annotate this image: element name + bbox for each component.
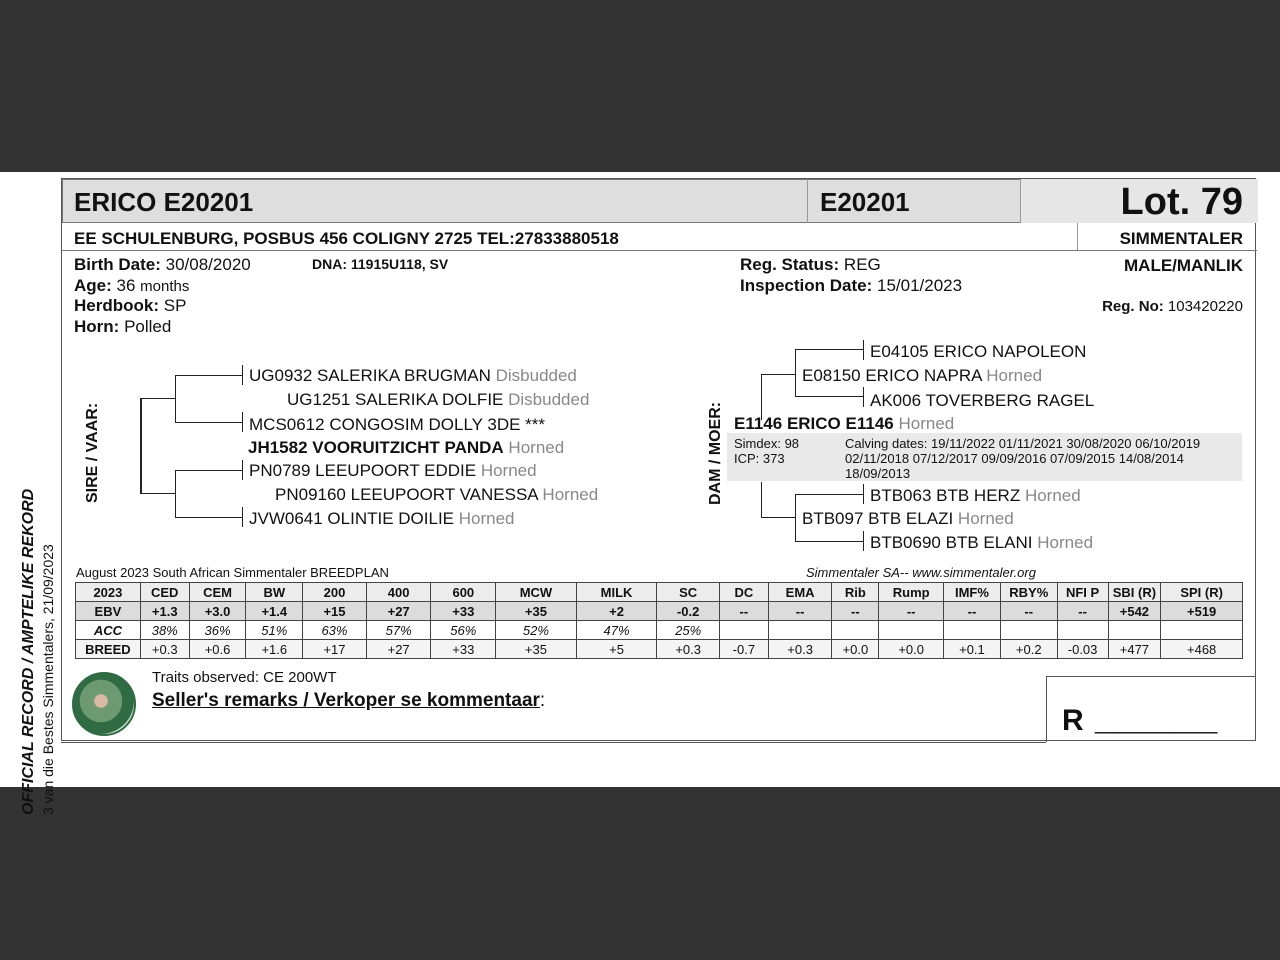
dam-sire-dam-tick: [863, 387, 864, 407]
breedplan-cell: [1057, 621, 1108, 640]
dam-sire-bracket-top: [795, 349, 863, 350]
sellers-remarks: Seller's remarks / Verkoper se kommentaar:: [152, 690, 546, 711]
breedplan-cell: +15: [303, 602, 367, 621]
breedplan-col-header: CED: [140, 583, 189, 602]
breedplan-cell: +542: [1108, 602, 1161, 621]
breedplan-col-header: 400: [366, 583, 431, 602]
sire-sire: UG1251 SALERIKA DOLFIE Disbudded: [287, 390, 590, 409]
record-sheet: OFFICIAL RECORD / AMPTELIKE REKORD 3 van die Bestes Simmentalers, 21/09/2023 ERICO E20201 E20201 Lot. 79 EE SCHULENBURG, POSBUS 456 COLIGNY 2725 TEL:27833880518 SIMMENTALER Birth Date: 30/08/2020 Age: 36 months Herdbook: SP Horn: Polled DNA: 11915U118, SV Reg. Status: REG Inspection Date: 15/01/2023 MALE/MANLIK Reg. No: 103420220 SIRE / VAAR: UG0932 SALERIKA BRUGMAN Disbudded UG1251 SALERIKA DOLFIE Disbudded MCS0612 CONGOSIM DOLLY 3DE *** JH1582 VOORUITZICHT PANDA Horned PN0789 LEEUPOORT EDDIE Horned PN09160 LEEUPOORT VANESSA Horned JVW0641 OLINTIE DOILIE Horned DAM / MOER: E04105 ERICO NAPOLEON E08150 ERICO NAPRA Horned AK006 TOVERBERG RAGEL E1146 ERICO E1146 Horned Simdex: 98 ICP: 373 Calving dates: 19/11/2022 01/11/2021 30/08/2020 06/10/2019 02/11/2018 07/12/2017 09/09/2016 07/09/2015 14/08/2014 18/09/2013 BTB063 BTB HERZ Horned BTB097 BTB ELAZI Horned BTB0690 BTB ELANI Horned August 2023 South African Simmentaler BREEDPLAN Simmentaler SA-- www.simmentaler.org 2023 CED CEM BW 200 400 600 MCW MILK SC DC EMA Rib Rump IMF% RBY% NFI P SBI (R) SPI (R) EBV +1.3 +3.0 +1.4 +15 +27 +33 +35 +2 -0.2 -- -- -- -- -- -- -- +542 +519 ACC 38% 36% 51% 63% 57% 56% 52% 47% 25% BREED +0.3 +0.6 +1.6 +17 +27 +33 +35 +5 +0.3 -0.7 +0.3 +0.0 +0.0 +0.1 +0.2 -0.03 +477 +468 Traits observed: CE 200WT Seller's remarks / Verkoper se kommentaar: R __________: [0, 172, 1280, 787]
breedplan-source: Simmentaler SA-- www.simmentaler.org: [806, 565, 1036, 580]
sex-label: MALE/MANLIK: [1124, 256, 1243, 275]
breedplan-col-header: Rump: [879, 583, 944, 602]
dam-sire-sire-tick: [863, 340, 864, 360]
breedplan-col-header: 200: [303, 583, 367, 602]
breed-divider: [1077, 223, 1078, 250]
breedplan-cell: --: [768, 602, 832, 621]
breedplan-row-breed: [76, 640, 1243, 659]
dam-dam-sire-tick: [863, 484, 864, 504]
dam-dam: BTB097 BTB ELAZI Horned: [802, 509, 1014, 528]
calving-dates-1: Calving dates: 19/11/2022 01/11/2021 30/08/2020 06/10/2019: [845, 436, 1201, 451]
dam-dam-bracket-bottom: [795, 541, 863, 542]
icp: ICP: 373: [734, 451, 785, 466]
breedplan-cell: 36%: [189, 621, 246, 640]
reg-status: Reg. Status: REG: [740, 255, 881, 274]
sire-sire-dam: MCS0612 CONGOSIM DOLLY 3DE ***: [249, 415, 546, 434]
breedplan-col-header: MILK: [576, 583, 657, 602]
dam-dam-dam: BTB0690 BTB ELANI Horned: [870, 533, 1094, 552]
breedplan-cell: [1108, 621, 1161, 640]
breedplan-col-header: 600: [431, 583, 496, 602]
breedplan-cell: +0.0: [832, 640, 879, 659]
breedplan-cell: +0.3: [657, 640, 720, 659]
sire-bracket: [140, 398, 142, 494]
breedplan-cell: BREED: [76, 640, 141, 659]
price-label: R: [1062, 704, 1084, 737]
age: Age: 36 months: [74, 276, 190, 295]
sire-dam: PN09160 LEEUPOORT VANESSA Horned: [275, 485, 599, 504]
breedplan-cell: [720, 621, 769, 640]
breedplan-col-header: RBY%: [1000, 583, 1057, 602]
reg-number: Reg. No: 103420220: [1102, 298, 1243, 315]
breedplan-row-acc: [76, 621, 1243, 640]
calving-dates-3: 18/09/2013: [845, 466, 911, 481]
breedplan-cell: +0.0: [879, 640, 944, 659]
breedplan-cell: [1000, 621, 1057, 640]
breedplan-col-header: EMA: [768, 583, 832, 602]
breedplan-col-header: IMF%: [944, 583, 1001, 602]
breedplan-cell: +519: [1161, 602, 1243, 621]
breedplan-cell: 25%: [657, 621, 720, 640]
breedplan-col-header: DC: [720, 583, 769, 602]
breedplan-cell: 38%: [140, 621, 189, 640]
breedplan-col-header: 2023: [76, 583, 141, 602]
breedplan-cell: +0.3: [140, 640, 189, 659]
breedplan-cell: +5: [576, 640, 657, 659]
breedplan-cell: +468: [1161, 640, 1243, 659]
sire-dam-bracket-top: [175, 470, 242, 471]
breedplan-cell: +0.2: [1000, 640, 1057, 659]
dam-sire-dam: AK006 TOVERBERG RAGEL: [870, 391, 1095, 410]
breedplan-cell: +1.4: [246, 602, 303, 621]
dam: E1146 ERICO E1146 Horned: [734, 414, 955, 433]
dam-top-bracket-top: [761, 374, 796, 375]
sire-sire-bracket: [175, 375, 176, 423]
dam-dam-bracket-top: [795, 494, 863, 495]
animal-id: E20201: [820, 187, 910, 217]
sire-sire-sire: UG0932 SALERIKA BRUGMAN Disbudded: [249, 366, 577, 385]
herdbook: Herdbook: SP: [74, 296, 187, 315]
breedplan-cell: +33: [431, 602, 496, 621]
breedplan-cell: +33: [431, 640, 496, 659]
breedplan-cell: +35: [496, 602, 577, 621]
breedplan-cell: 47%: [576, 621, 657, 640]
breedplan-cell: 52%: [496, 621, 577, 640]
sire-dam-bracket: [175, 470, 176, 518]
sire-sire-dam-tick: [242, 412, 243, 432]
breedplan-cell: +477: [1108, 640, 1161, 659]
animal-name: ERICO E20201: [74, 187, 254, 217]
dam-sire: E08150 ERICO NAPRA Horned: [802, 366, 1043, 385]
dam-dam-bracket: [795, 494, 796, 542]
dam-dam-dam-tick: [863, 531, 864, 551]
price-blank[interactable]: __________: [1095, 709, 1218, 734]
sire-bracket-bottom: [140, 493, 175, 494]
breedplan-cell: +2: [576, 602, 657, 621]
breedplan-cell: -0.2: [657, 602, 720, 621]
sire-sire-bracket-bottom: [175, 422, 242, 423]
society-logo: [72, 672, 136, 736]
breedplan-cell: 51%: [246, 621, 303, 640]
breedplan-cell: +27: [366, 602, 431, 621]
breedplan-cell: [768, 621, 832, 640]
breedplan-caption: August 2023 South African Simmentaler BREEDPLAN: [76, 565, 389, 580]
dam-sire-bracket: [795, 349, 796, 397]
inspection-date: Inspection Date: 15/01/2023: [740, 276, 963, 295]
breed-name: SIMMENTALER: [1119, 229, 1243, 248]
breedplan-cell: +35: [496, 640, 577, 659]
breedplan-table: [75, 582, 1243, 659]
breedplan-cell: +1.3: [140, 602, 189, 621]
breedplan-cell: --: [944, 602, 1001, 621]
sire-bracket-top: [140, 398, 175, 399]
breedplan-col-header: Rib: [832, 583, 879, 602]
birth-date: Birth Date: 30/08/2020: [74, 255, 251, 274]
traits-observed: Traits observed: CE 200WT: [152, 669, 337, 686]
sire-sire-sire-tick: [242, 365, 243, 385]
sire-dam-dam: JVW0641 OLINTIE DOILIE Horned: [249, 509, 515, 528]
price-box-left: [1046, 676, 1047, 742]
breedplan-cell: +0.3: [768, 640, 832, 659]
breedplan-cell: -0.7: [720, 640, 769, 659]
breedplan-cell: --: [832, 602, 879, 621]
breedplan-col-header: SPI (R): [1161, 583, 1243, 602]
breedplan-cell: 63%: [303, 621, 367, 640]
dam-sire-sire: E04105 ERICO NAPOLEON: [870, 342, 1087, 361]
breedplan-cell: --: [1000, 602, 1057, 621]
breedplan-cell: +0.6: [189, 640, 246, 659]
breedplan-cell: 56%: [431, 621, 496, 640]
breedplan-cell: 57%: [366, 621, 431, 640]
owner-details: EE SCHULENBURG, POSBUS 456 COLIGNY 2725 TEL:27833880518: [74, 229, 619, 248]
breedplan-cell: +0.1: [944, 640, 1001, 659]
breedplan-col-header: NFI P: [1057, 583, 1108, 602]
dam-bottom-bracket-bottom: [761, 517, 796, 518]
sire-dam-sire: PN0789 LEEUPOORT EDDIE Horned: [249, 461, 537, 480]
breedplan-cell: --: [879, 602, 944, 621]
breedplan-cell: -0.03: [1057, 640, 1108, 659]
breedplan-cell: --: [1057, 602, 1108, 621]
breedplan-header-row: [76, 583, 1243, 602]
breedplan-col-header: BW: [246, 583, 303, 602]
simdex: Simdex: 98: [734, 436, 800, 451]
dam-dam-sire: BTB063 BTB HERZ Horned: [870, 486, 1081, 505]
breedplan-cell: [944, 621, 1001, 640]
breedplan-cell: +27: [366, 640, 431, 659]
breedplan-col-header: MCW: [496, 583, 577, 602]
breedplan-cell: EBV: [76, 602, 141, 621]
horn-status: Horn: Polled: [74, 317, 172, 336]
lot-number: Lot. 79: [1120, 181, 1243, 223]
breedplan-col-header: CEM: [189, 583, 246, 602]
dam-bottom-bracket: [761, 482, 762, 518]
breedplan-row-ebv: [76, 602, 1243, 621]
breedplan-col-header: SC: [657, 583, 720, 602]
dam-sire-bracket-bottom: [795, 396, 863, 397]
breedplan-cell: [879, 621, 944, 640]
dna-info: DNA: 11915U118, SV: [312, 256, 449, 272]
sire-dam-sire-tick: [242, 460, 243, 480]
sire-sire-bracket-top: [175, 375, 242, 376]
sire-dam-bracket-bottom: [175, 517, 242, 518]
breedplan-cell: [1161, 621, 1243, 640]
price-box-top: [1046, 676, 1256, 677]
breedplan-cell: ACC: [76, 621, 141, 640]
breedplan-cell: --: [720, 602, 769, 621]
breedplan-cell: +3.0: [189, 602, 246, 621]
dam-details-block: [727, 433, 1242, 481]
sire: JH1582 VOORUITZICHT PANDA Horned: [248, 438, 565, 457]
sire-dam-dam-tick: [242, 507, 243, 527]
breedplan-cell: [832, 621, 879, 640]
breedplan-cell: +1.6: [246, 640, 303, 659]
footer-bottom-line: [61, 742, 1046, 743]
calving-dates-2: 02/11/2018 07/12/2017 09/09/2016 07/09/2015 14/08/2014: [845, 451, 1184, 466]
breedplan-col-header: SBI (R): [1108, 583, 1161, 602]
breedplan-cell: +17: [303, 640, 367, 659]
